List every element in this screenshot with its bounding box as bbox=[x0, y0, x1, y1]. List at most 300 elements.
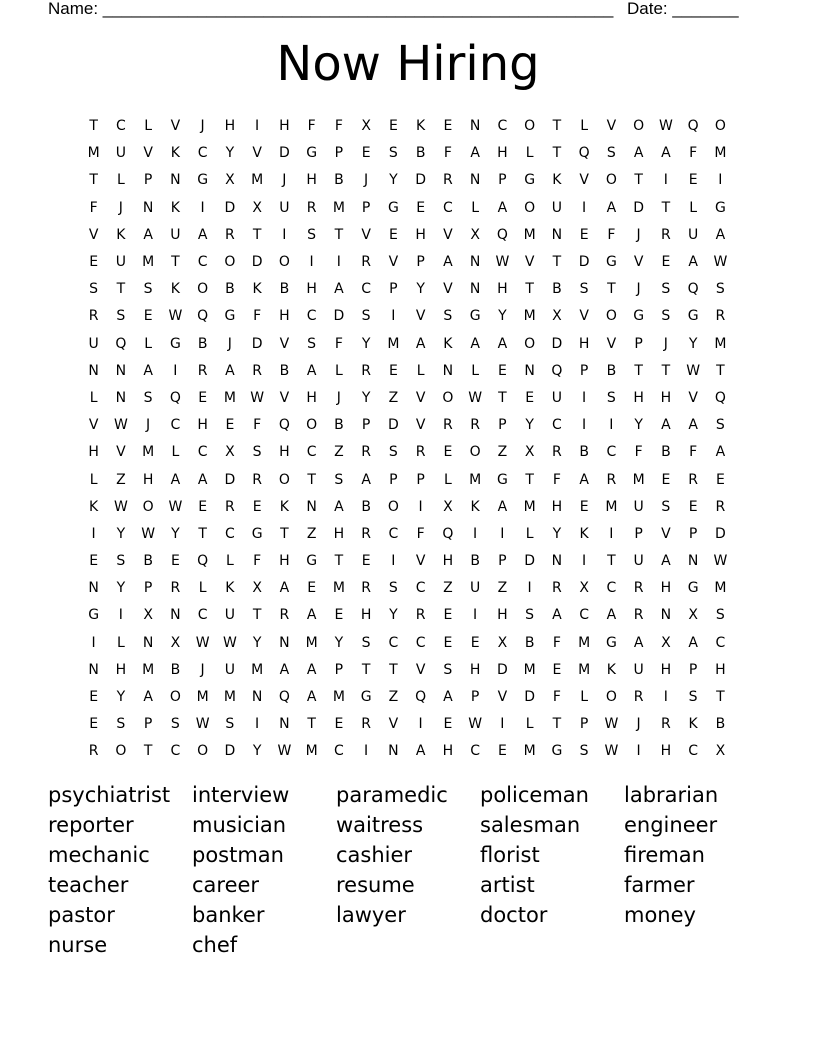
grid-letter[interactable]: W bbox=[468, 389, 483, 406]
grid-letter[interactable]: A bbox=[334, 498, 344, 515]
grid-letter[interactable]: M bbox=[578, 634, 591, 651]
grid-letter[interactable]: E bbox=[497, 362, 507, 379]
grid-letter[interactable]: T bbox=[116, 281, 126, 298]
grid-letter[interactable]: M bbox=[305, 743, 318, 760]
grid-letter[interactable]: D bbox=[578, 254, 590, 271]
grid-letter[interactable]: T bbox=[89, 172, 98, 189]
grid-letter[interactable]: C bbox=[197, 145, 208, 162]
grid-letter[interactable]: B bbox=[334, 417, 344, 434]
grid-letter[interactable]: K bbox=[416, 118, 426, 135]
grid-letter[interactable]: L bbox=[116, 172, 125, 189]
grid-letter[interactable]: R bbox=[88, 308, 99, 325]
grid-letter[interactable]: T bbox=[552, 145, 562, 162]
grid-letter[interactable]: O bbox=[224, 254, 236, 271]
grid-letter[interactable]: M bbox=[223, 389, 236, 406]
grid-letter[interactable]: L bbox=[89, 389, 98, 406]
grid-letter[interactable]: H bbox=[115, 661, 127, 678]
grid-letter[interactable]: Y bbox=[634, 417, 643, 434]
grid-letter[interactable]: N bbox=[551, 226, 563, 243]
grid-letter[interactable]: S bbox=[361, 308, 371, 325]
grid-letter[interactable]: N bbox=[442, 362, 454, 379]
grid-letter[interactable]: R bbox=[197, 362, 208, 379]
grid-letter[interactable]: C bbox=[333, 743, 344, 760]
grid-letter[interactable]: X bbox=[443, 498, 453, 515]
grid-letter[interactable]: T bbox=[334, 553, 344, 570]
grid-letter[interactable]: J bbox=[227, 335, 232, 352]
grid-letter[interactable]: G bbox=[605, 634, 617, 651]
grid-letter[interactable]: C bbox=[470, 743, 481, 760]
grid-letter[interactable]: W bbox=[604, 743, 619, 760]
grid-letter[interactable]: P bbox=[498, 553, 507, 570]
grid-letter[interactable]: D bbox=[224, 471, 236, 488]
grid-letter[interactable]: E bbox=[443, 634, 453, 651]
grid-letter[interactable]: L bbox=[580, 689, 589, 706]
grid-letter[interactable]: M bbox=[632, 471, 645, 488]
grid-letter[interactable]: H bbox=[578, 335, 590, 352]
grid-letter[interactable]: V bbox=[524, 254, 535, 271]
grid-letter[interactable]: G bbox=[687, 580, 699, 597]
grid-letter[interactable]: Q bbox=[442, 525, 454, 542]
grid-letter[interactable]: R bbox=[415, 444, 426, 461]
grid-letter[interactable]: N bbox=[142, 634, 154, 651]
grid-letter[interactable]: D bbox=[415, 172, 427, 189]
grid-letter[interactable]: E bbox=[497, 743, 507, 760]
grid-letter[interactable]: M bbox=[714, 335, 727, 352]
grid-letter[interactable]: O bbox=[524, 199, 536, 216]
grid-letter[interactable]: S bbox=[334, 471, 344, 488]
grid-letter[interactable]: R bbox=[361, 254, 371, 271]
grid-letter[interactable]: N bbox=[88, 362, 99, 379]
grid-letter[interactable]: E bbox=[579, 226, 589, 243]
grid-letter[interactable]: R bbox=[415, 607, 426, 624]
grid-letter[interactable]: M bbox=[714, 145, 727, 162]
grid-letter[interactable]: N bbox=[88, 661, 99, 678]
grid-letter[interactable]: A bbox=[197, 226, 208, 243]
grid-letter[interactable]: E bbox=[579, 498, 589, 515]
grid-letter[interactable]: R bbox=[633, 689, 644, 706]
grid-letter[interactable]: B bbox=[170, 661, 181, 678]
grid-letter[interactable]: I bbox=[282, 226, 287, 243]
grid-letter[interactable]: W bbox=[686, 362, 701, 379]
grid-letter[interactable]: I bbox=[418, 498, 423, 515]
grid-letter[interactable]: E bbox=[307, 580, 317, 597]
grid-letter[interactable]: I bbox=[500, 716, 505, 733]
grid-letter[interactable]: Y bbox=[389, 607, 398, 624]
grid-letter[interactable]: P bbox=[579, 716, 589, 733]
grid-letter[interactable]: T bbox=[661, 362, 671, 379]
grid-letter[interactable]: T bbox=[252, 226, 262, 243]
grid-letter[interactable]: I bbox=[527, 580, 532, 597]
grid-letter[interactable]: H bbox=[442, 743, 454, 760]
grid-letter[interactable]: I bbox=[173, 362, 178, 379]
grid-letter[interactable]: V bbox=[579, 172, 589, 189]
grid-letter[interactable]: R bbox=[279, 607, 290, 624]
grid-letter[interactable]: I bbox=[582, 417, 587, 434]
grid-letter[interactable]: I bbox=[336, 254, 341, 271]
grid-letter[interactable]: T bbox=[525, 471, 534, 488]
grid-letter[interactable]: F bbox=[334, 118, 343, 135]
grid-letter[interactable]: O bbox=[306, 417, 318, 434]
grid-letter[interactable]: L bbox=[525, 716, 534, 733]
grid-letter[interactable]: X bbox=[688, 607, 698, 624]
grid-letter[interactable]: N bbox=[142, 199, 154, 216]
grid-letter[interactable]: K bbox=[470, 498, 480, 515]
grid-letter[interactable]: H bbox=[279, 553, 290, 570]
grid-letter[interactable]: H bbox=[497, 281, 508, 298]
grid-letter[interactable]: W bbox=[195, 634, 210, 651]
grid-letter[interactable]: G bbox=[224, 308, 236, 325]
grid-letter[interactable]: J bbox=[636, 226, 641, 243]
grid-letter[interactable]: H bbox=[306, 281, 317, 298]
grid-letter[interactable]: U bbox=[170, 226, 181, 243]
grid-letter[interactable]: M bbox=[523, 498, 536, 515]
grid-letter[interactable]: T bbox=[498, 389, 507, 406]
grid-letter[interactable]: T bbox=[634, 172, 643, 189]
grid-letter[interactable]: G bbox=[306, 145, 318, 162]
grid-letter[interactable]: C bbox=[197, 254, 208, 271]
grid-letter[interactable]: L bbox=[225, 553, 234, 570]
grid-letter[interactable]: J bbox=[200, 661, 205, 678]
grid-letter[interactable]: K bbox=[552, 172, 562, 189]
grid-letter[interactable]: H bbox=[660, 743, 672, 760]
grid-letter[interactable]: Z bbox=[388, 389, 399, 406]
grid-letter[interactable]: V bbox=[606, 118, 617, 135]
grid-letter[interactable]: X bbox=[252, 580, 262, 597]
grid-letter[interactable]: G bbox=[605, 254, 617, 271]
grid-letter[interactable]: B bbox=[524, 634, 535, 651]
grid-letter[interactable]: N bbox=[115, 389, 127, 406]
grid-letter[interactable]: M bbox=[578, 661, 591, 678]
grid-letter[interactable]: H bbox=[279, 444, 290, 461]
grid-letter[interactable]: I bbox=[91, 525, 96, 542]
grid-letter[interactable]: E bbox=[198, 498, 208, 515]
grid-letter[interactable]: M bbox=[523, 308, 536, 325]
grid-letter[interactable]: A bbox=[279, 661, 290, 678]
grid-letter[interactable]: K bbox=[279, 498, 289, 515]
grid-letter[interactable]: S bbox=[579, 281, 589, 298]
grid-letter[interactable]: N bbox=[251, 689, 263, 706]
grid-letter[interactable]: X bbox=[225, 444, 235, 461]
grid-letter[interactable]: B bbox=[579, 444, 589, 461]
grid-letter[interactable]: D bbox=[524, 689, 536, 706]
grid-letter[interactable]: K bbox=[688, 716, 698, 733]
grid-letter[interactable]: B bbox=[279, 281, 290, 298]
grid-letter[interactable]: Q bbox=[551, 362, 563, 379]
grid-letter[interactable]: A bbox=[143, 226, 153, 243]
grid-letter[interactable]: A bbox=[306, 689, 317, 706]
grid-letter[interactable]: M bbox=[523, 743, 536, 760]
grid-letter[interactable]: Q bbox=[197, 308, 209, 325]
grid-letter[interactable]: R bbox=[606, 471, 617, 488]
grid-letter[interactable]: T bbox=[607, 281, 616, 298]
grid-letter[interactable]: V bbox=[116, 444, 126, 461]
grid-letter[interactable]: V bbox=[143, 145, 153, 162]
grid-letter[interactable]: R bbox=[688, 471, 698, 488]
grid-letter[interactable]: X bbox=[361, 118, 371, 135]
grid-letter[interactable]: A bbox=[579, 471, 589, 488]
grid-letter[interactable]: C bbox=[306, 308, 317, 325]
grid-letter[interactable]: C bbox=[606, 444, 617, 461]
grid-letter[interactable]: C bbox=[579, 607, 590, 624]
grid-letter[interactable]: J bbox=[282, 172, 287, 189]
grid-letter[interactable]: K bbox=[225, 580, 235, 597]
grid-letter[interactable]: B bbox=[225, 281, 235, 298]
grid-letter[interactable]: T bbox=[143, 743, 153, 760]
grid-letter[interactable]: Q bbox=[115, 335, 127, 352]
grid-letter[interactable]: R bbox=[361, 716, 371, 733]
grid-letter[interactable]: I bbox=[118, 607, 123, 624]
grid-letter[interactable]: I bbox=[636, 743, 641, 760]
grid-letter[interactable]: S bbox=[116, 308, 126, 325]
grid-letter[interactable]: T bbox=[252, 607, 262, 624]
grid-letter[interactable]: V bbox=[606, 335, 617, 352]
grid-letter[interactable]: X bbox=[579, 580, 589, 597]
grid-letter[interactable]: S bbox=[579, 743, 589, 760]
grid-letter[interactable]: F bbox=[552, 634, 561, 651]
grid-letter[interactable]: W bbox=[468, 716, 483, 733]
grid-letter[interactable]: T bbox=[89, 118, 98, 135]
grid-letter[interactable]: M bbox=[332, 689, 345, 706]
grid-letter[interactable]: C bbox=[170, 743, 181, 760]
grid-letter[interactable]: T bbox=[552, 716, 562, 733]
grid-letter[interactable]: V bbox=[415, 308, 426, 325]
grid-letter[interactable]: E bbox=[416, 199, 426, 216]
grid-letter[interactable]: O bbox=[524, 118, 536, 135]
grid-letter[interactable]: N bbox=[551, 553, 563, 570]
grid-letter[interactable]: U bbox=[88, 335, 99, 352]
grid-letter[interactable]: A bbox=[688, 634, 698, 651]
grid-letter[interactable]: E bbox=[198, 389, 208, 406]
grid-letter[interactable]: M bbox=[142, 444, 155, 461]
grid-letter[interactable]: Z bbox=[443, 580, 453, 597]
grid-letter[interactable]: T bbox=[716, 689, 725, 706]
grid-letter[interactable]: V bbox=[443, 281, 453, 298]
grid-letter[interactable]: T bbox=[525, 281, 534, 298]
grid-letter[interactable]: A bbox=[306, 607, 317, 624]
grid-letter[interactable]: H bbox=[224, 118, 236, 135]
grid-letter[interactable]: O bbox=[197, 281, 209, 298]
grid-letter[interactable]: I bbox=[582, 553, 587, 570]
grid-letter[interactable]: B bbox=[552, 281, 562, 298]
grid-letter[interactable]: I bbox=[582, 199, 587, 216]
grid-letter[interactable]: F bbox=[443, 145, 452, 162]
grid-letter[interactable]: T bbox=[552, 254, 562, 271]
grid-letter[interactable]: Q bbox=[714, 389, 726, 406]
grid-letter[interactable]: Z bbox=[497, 444, 508, 461]
grid-letter[interactable]: H bbox=[360, 607, 372, 624]
grid-letter[interactable]: R bbox=[470, 417, 480, 434]
grid-letter[interactable]: N bbox=[115, 362, 127, 379]
grid-letter[interactable]: P bbox=[416, 254, 425, 271]
grid-letter[interactable]: C bbox=[197, 444, 208, 461]
grid-letter[interactable]: E bbox=[89, 716, 99, 733]
grid-letter[interactable]: S bbox=[307, 226, 317, 243]
grid-letter[interactable]: K bbox=[579, 525, 589, 542]
grid-letter[interactable]: P bbox=[143, 716, 153, 733]
grid-letter[interactable]: A bbox=[415, 743, 426, 760]
grid-letter[interactable]: O bbox=[633, 118, 645, 135]
grid-letter[interactable]: F bbox=[689, 444, 698, 461]
grid-letter[interactable]: H bbox=[415, 226, 426, 243]
grid-letter[interactable]: T bbox=[661, 199, 671, 216]
grid-letter[interactable]: J bbox=[636, 716, 641, 733]
grid-letter[interactable]: G bbox=[251, 525, 263, 542]
grid-letter[interactable]: L bbox=[471, 362, 480, 379]
grid-letter[interactable]: J bbox=[118, 199, 123, 216]
grid-letter[interactable]: G bbox=[496, 471, 508, 488]
grid-letter[interactable]: W bbox=[168, 308, 183, 325]
grid-letter[interactable]: R bbox=[225, 226, 235, 243]
grid-letter[interactable]: L bbox=[89, 471, 98, 488]
grid-letter[interactable]: B bbox=[143, 553, 153, 570]
grid-letter[interactable]: M bbox=[332, 580, 345, 597]
grid-letter[interactable]: A bbox=[661, 553, 671, 570]
grid-letter[interactable]: D bbox=[251, 254, 263, 271]
grid-letter[interactable]: E bbox=[252, 498, 262, 515]
grid-letter[interactable]: N bbox=[524, 362, 535, 379]
grid-letter[interactable]: W bbox=[113, 417, 128, 434]
grid-letter[interactable]: V bbox=[252, 145, 262, 162]
grid-letter[interactable]: D bbox=[333, 308, 345, 325]
grid-letter[interactable]: A bbox=[497, 199, 508, 216]
grid-letter[interactable]: W bbox=[222, 634, 237, 651]
grid-letter[interactable]: H bbox=[142, 471, 154, 488]
grid-letter[interactable]: Y bbox=[116, 580, 126, 597]
grid-letter[interactable]: I bbox=[364, 743, 369, 760]
grid-letter[interactable]: A bbox=[470, 335, 480, 352]
grid-letter[interactable]: N bbox=[660, 607, 672, 624]
grid-letter[interactable]: A bbox=[715, 444, 726, 461]
grid-letter[interactable]: P bbox=[579, 362, 589, 379]
grid-letter[interactable]: E bbox=[688, 172, 698, 189]
grid-letter[interactable]: H bbox=[660, 661, 672, 678]
grid-letter[interactable]: U bbox=[688, 226, 699, 243]
grid-letter[interactable]: E bbox=[715, 471, 725, 488]
grid-letter[interactable]: C bbox=[388, 525, 399, 542]
grid-letter[interactable]: E bbox=[443, 607, 453, 624]
grid-letter[interactable]: P bbox=[389, 281, 398, 298]
grid-letter[interactable]: L bbox=[198, 580, 207, 597]
grid-letter[interactable]: F bbox=[253, 553, 262, 570]
grid-letter[interactable]: A bbox=[334, 281, 344, 298]
grid-letter[interactable]: H bbox=[660, 580, 672, 597]
grid-letter[interactable]: Q bbox=[278, 417, 290, 434]
grid-letter[interactable]: I bbox=[663, 172, 668, 189]
grid-letter[interactable]: I bbox=[663, 689, 668, 706]
grid-letter[interactable]: P bbox=[143, 172, 153, 189]
grid-letter[interactable]: S bbox=[143, 389, 153, 406]
grid-letter[interactable]: V bbox=[415, 553, 426, 570]
grid-letter[interactable]: E bbox=[143, 308, 153, 325]
grid-letter[interactable]: W bbox=[713, 254, 728, 271]
grid-letter[interactable]: E bbox=[388, 118, 398, 135]
grid-letter[interactable]: N bbox=[279, 716, 290, 733]
grid-letter[interactable]: P bbox=[470, 689, 480, 706]
grid-letter[interactable]: L bbox=[334, 362, 343, 379]
grid-letter[interactable]: T bbox=[171, 254, 180, 271]
grid-letter[interactable]: V bbox=[688, 389, 698, 406]
grid-letter[interactable]: Q bbox=[496, 226, 508, 243]
grid-letter[interactable]: V bbox=[415, 661, 426, 678]
grid-letter[interactable]: Z bbox=[334, 444, 344, 461]
grid-letter[interactable]: H bbox=[442, 553, 454, 570]
grid-letter[interactable]: C bbox=[415, 580, 426, 597]
grid-letter[interactable]: O bbox=[605, 308, 617, 325]
grid-letter[interactable]: I bbox=[473, 525, 478, 542]
grid-letter[interactable]: L bbox=[580, 118, 589, 135]
grid-letter[interactable]: E bbox=[688, 498, 698, 515]
grid-letter[interactable]: Q bbox=[197, 553, 209, 570]
grid-letter[interactable]: D bbox=[224, 199, 236, 216]
grid-letter[interactable]: O bbox=[169, 689, 181, 706]
grid-letter[interactable]: S bbox=[525, 607, 535, 624]
grid-letter[interactable]: O bbox=[442, 389, 454, 406]
grid-letter[interactable]: C bbox=[306, 444, 317, 461]
grid-letter[interactable]: W bbox=[113, 498, 128, 515]
grid-letter[interactable]: M bbox=[251, 661, 264, 678]
grid-letter[interactable]: T bbox=[334, 226, 344, 243]
grid-letter[interactable]: P bbox=[498, 172, 507, 189]
grid-letter[interactable]: K bbox=[170, 199, 180, 216]
grid-letter[interactable]: X bbox=[497, 634, 508, 651]
grid-letter[interactable]: U bbox=[115, 254, 126, 271]
grid-letter[interactable]: D bbox=[387, 417, 399, 434]
grid-letter[interactable]: L bbox=[443, 471, 452, 488]
grid-letter[interactable]: A bbox=[306, 661, 317, 678]
grid-letter[interactable]: R bbox=[170, 580, 181, 597]
grid-letter[interactable]: D bbox=[714, 525, 726, 542]
grid-letter[interactable]: V bbox=[279, 335, 290, 352]
grid-letter[interactable]: S bbox=[688, 689, 698, 706]
grid-letter[interactable]: I bbox=[582, 389, 587, 406]
grid-letter[interactable]: F bbox=[334, 335, 343, 352]
grid-letter[interactable]: T bbox=[361, 661, 371, 678]
grid-letter[interactable]: B bbox=[279, 362, 290, 379]
grid-letter[interactable]: R bbox=[361, 362, 371, 379]
grid-letter[interactable]: L bbox=[144, 335, 153, 352]
grid-letter[interactable]: M bbox=[523, 661, 536, 678]
grid-letter[interactable]: X bbox=[470, 226, 480, 243]
grid-letter[interactable]: E bbox=[361, 145, 371, 162]
grid-letter[interactable]: S bbox=[606, 389, 616, 406]
grid-letter[interactable]: R bbox=[443, 172, 453, 189]
grid-letter[interactable]: I bbox=[91, 634, 96, 651]
grid-letter[interactable]: A bbox=[361, 471, 371, 488]
grid-letter[interactable]: U bbox=[279, 199, 290, 216]
grid-letter[interactable]: G bbox=[687, 308, 699, 325]
grid-letter[interactable]: N bbox=[279, 634, 290, 651]
grid-letter[interactable]: V bbox=[388, 254, 399, 271]
grid-letter[interactable]: Q bbox=[687, 118, 699, 135]
grid-letter[interactable]: E bbox=[388, 362, 398, 379]
grid-letter[interactable]: L bbox=[171, 444, 180, 461]
grid-letter[interactable]: V bbox=[443, 226, 453, 243]
grid-letter[interactable]: G bbox=[306, 553, 318, 570]
grid-letter[interactable]: G bbox=[524, 172, 536, 189]
grid-letter[interactable]: C bbox=[197, 607, 208, 624]
grid-letter[interactable]: R bbox=[225, 498, 235, 515]
grid-letter[interactable]: V bbox=[88, 417, 99, 434]
grid-letter[interactable]: K bbox=[170, 145, 180, 162]
grid-letter[interactable]: H bbox=[88, 444, 99, 461]
grid-letter[interactable]: I bbox=[473, 607, 478, 624]
grid-letter[interactable]: X bbox=[170, 634, 181, 651]
grid-letter[interactable]: Y bbox=[252, 743, 262, 760]
grid-letter[interactable]: W bbox=[604, 716, 619, 733]
grid-letter[interactable]: B bbox=[715, 716, 726, 733]
grid-letter[interactable]: J bbox=[336, 389, 341, 406]
grid-letter[interactable]: P bbox=[498, 417, 507, 434]
